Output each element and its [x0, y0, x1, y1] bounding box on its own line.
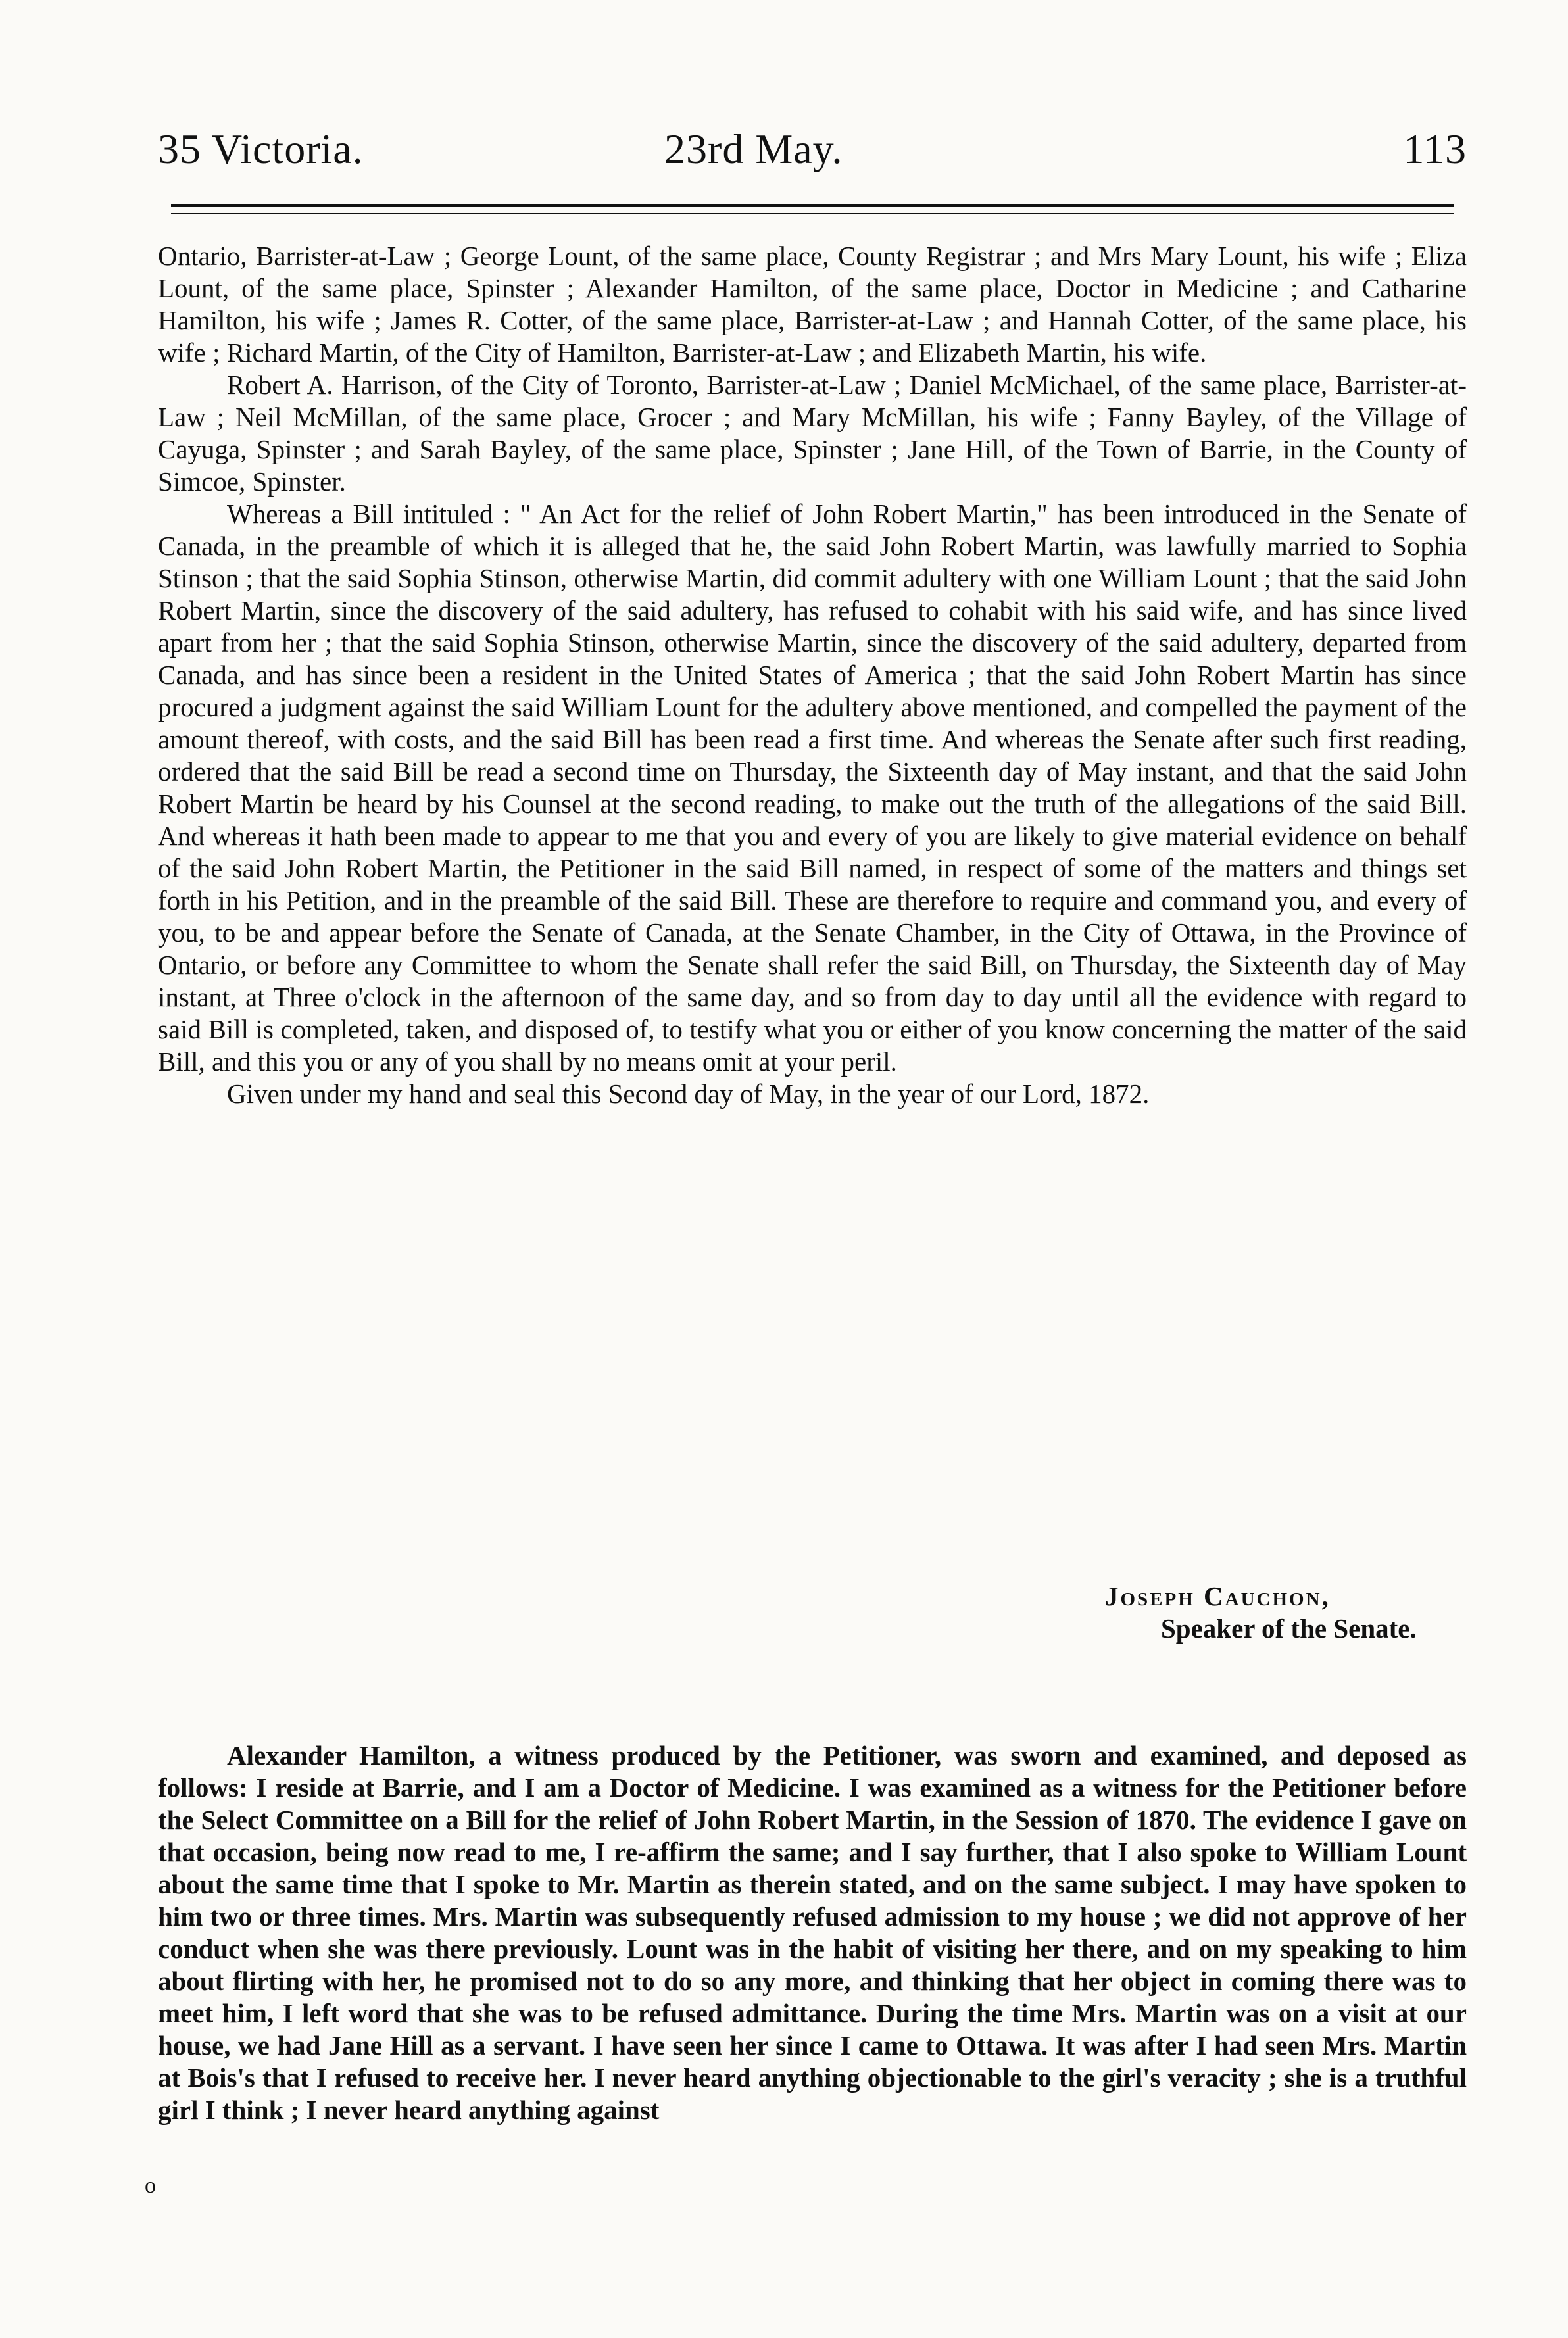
witness-list-continuation: Ontario, Barrister-at-Law ; George Lount, of the same place, County Registrar ; and Mrs Mary Lount, his wife ; Eliza Lount, of the same place, Spinster ; Alexander Hamilton, of the same place, Doctor in Medicine ; and Catharine Hamilton, his wife ; James R. Cotter, of the same place, Barrister-at-Law ; and Hannah Cotter, of the same place, his wife ; Richard Martin, of the City of Hamilton, Barrister-at-Law ; and Elizabeth Martin, his wife.: [158, 241, 1467, 368]
signatory-title: Speaker of the Senate.: [1161, 1613, 1417, 1644]
page-number: 113: [1403, 126, 1467, 172]
given-under-hand: Given under my hand and seal this Second day of May, in the year of our Lord, 1872.: [227, 1079, 1150, 1109]
running-header: [158, 125, 1467, 197]
witness-list-second: Robert A. Harrison, of the City of Toronto, Barrister-at-Law ; Daniel McMichael, of the same place, Barrister-at-Law ; Neil McMillan, of the same place, Grocer ; and Mary McMillan, his wife ; Fanny Bayley, of the Village of Cayuga, Spinster ; and Sarah Bayley, of the same place, Spinster ; Jane Hill, of the Town of Barrie, in the County of Simcoe, Spinster.: [158, 370, 1467, 497]
header-rule-thick: [171, 204, 1454, 207]
document-page: [158, 125, 1467, 2125]
header-rule-thin: [171, 213, 1454, 214]
testimony-text: [158, 1740, 1467, 2126]
header-session: 35 Victoria.: [158, 126, 364, 172]
signatory-name: Joseph Cauchon,: [1105, 1581, 1331, 1611]
summons-body: Whereas a Bill intituled : " An Act for the relief of John Robert Martin," has been introduced in the Senate of Canada, in the preamble of which it is alleged that he, the said John Robert Martin, was lawfully married to Sophia Stinson ; that the said Sophia Stinson, otherwise Martin, did commit adultery with one William Lount ; that the said John Robert Martin, since the discovery of the said adultery, has refused to cohabit with his said wife, and has since lived apart from her ; that the said Sophia Stinson, otherwise Martin, since the discovery of the said adultery, departed from Canada, and has since been a resident in the United States of America ; that the said John Robert Martin has since procured a judgment against the said William Lount for the adultery above mentioned, and compelled the payment of the amount thereof, with costs, and the said Bill has been read a first time. And whereas the Senate after such first reading, ordered that the said Bill be read a second time on Thursday, the Sixteenth day of May instant, and that the said John Robert Martin be heard by his Counsel at the second reading, to make out the truth of the allegations of the said Bill. And whereas it hath been made to appear to me that you and every of you are likely to give material evidence on behalf of the said John Robert Martin, the Petitioner in the said Bill named, in respect of some of the matters and things set forth in his Petition, and in the preamble of the said Bill. These are therefore to require and command you, and every of you, to be and appear before the Senate of Canada, at the Senate Chamber, in the City of Ottawa, in the Province of Ontario, or before any Committee to whom the Senate shall refer the said Bill, on Thursday, the Sixteenth day of May instant, at Three o'clock in the afternoon of the same day, and so from day to day until all the evidence with regard to said Bill is completed, taken, and disposed of, to testify what you or either of you know concerning the matter of the said Bill, and this you or any of you shall by no means omit at your peril.: [158, 499, 1467, 1077]
footer-mark: o: [145, 2174, 156, 2198]
testimony-paragraph: Alexander Hamilton, a witness produced by the Petitioner, was sworn and examined, and deposed as follows: I reside at Barrie, and I am a Doctor of Medicine. I was examined as a witness for the Petitioner before the Select Committee on a Bill for the relief of John Robert Martin, in the Session of 1870. The evidence I gave on that occasion, being now read to me, I re-affirm the same; and I say further, that I also spoke to William Lount about the same time that I spoke to Mr. Martin as therein stated, and on the same subject. I may have spoken to him two or three times. Mrs. Martin was subsequently refused admission to my house ; we did not approve of her conduct when she was there previously. Lount was in the habit of visiting her there, and on my speaking to him about flirting with her, he promised not to do so any more, and thinking that her object in coming there was to meet him, I left word that she was to be refused admittance. During the time Mrs. Martin was on a visit at our house, we had Jane Hill as a servant. I have seen her since I came to Ottawa. It was after I had seen Mrs. Martin at Bois's that I refused to receive her. I never heard anything objectionable to the girl's veracity ; she is a truthful girl I think ; I never heard anything against: [158, 1740, 1467, 2125]
header-date: 23rd May.: [664, 126, 843, 172]
summons-text: [158, 240, 1467, 1110]
